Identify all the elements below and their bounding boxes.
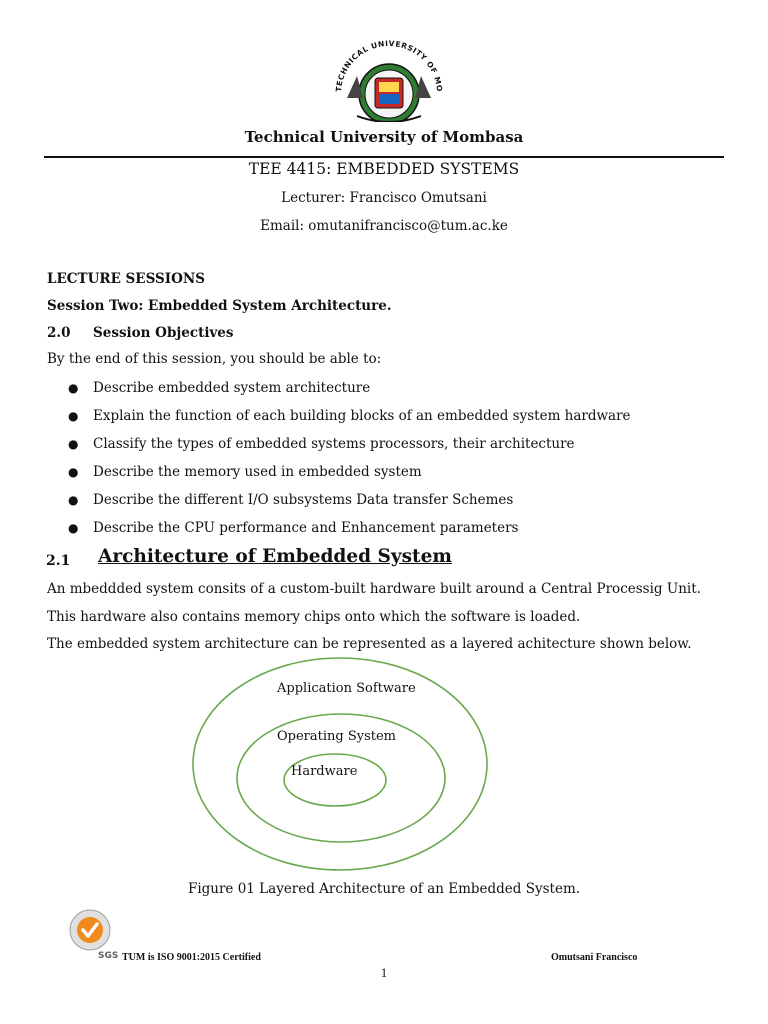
- bullet-icon: ●: [68, 493, 79, 507]
- objectives-intro: By the end of this session, you should be able to:: [47, 351, 382, 367]
- section-title: Architecture of Embedded System: [98, 546, 452, 567]
- lecturer-name: Lecturer: Francisco Omutsani: [281, 190, 487, 206]
- list-item: ● Describe embedded system architecture: [68, 380, 371, 396]
- layered-architecture-diagram: [186, 654, 494, 874]
- list-item: ● Describe the CPU performance and Enhancement parameters: [68, 520, 519, 536]
- svg-text:SGS: SGS: [98, 951, 119, 960]
- footer-author: Omutsani Francisco: [551, 952, 638, 963]
- bullet-icon: ●: [68, 409, 79, 423]
- paragraph: The embedded system architecture can be represented as a layered achitecture shown below.: [47, 636, 692, 652]
- lecturer-email: Email: omutanifrancisco@tum.ac.ke: [260, 218, 508, 234]
- lecture-sessions-heading: LECTURE SESSIONS: [47, 271, 205, 287]
- session-title: Session Two: Embedded System Architecture.: [47, 298, 392, 314]
- iso-certification-badge: [64, 906, 122, 960]
- objectives-list: [68, 378, 748, 546]
- hardware-layer-ellipse: [284, 754, 386, 806]
- list-item: ● Describe the memory used in embedded system: [68, 464, 422, 480]
- bullet-icon: ●: [68, 465, 79, 479]
- section-number: 2.1: [46, 553, 71, 569]
- svg-text:TECHNICAL UNIVERSITY OF MOMBAS: TECHNICAL UNIVERSITY OF MO: [333, 38, 445, 93]
- footer-certification: TUM is ISO 9001:2015 Certified: [122, 952, 261, 963]
- os-layer-label: Operating System: [277, 729, 397, 744]
- list-item: ● Classify the types of embedded systems processors, their architecture: [68, 436, 575, 452]
- course-title: TEE 4415: EMBEDDED SYSTEMS: [248, 160, 520, 178]
- university-logo: [327, 36, 451, 122]
- bullet-icon: ●: [68, 521, 79, 535]
- list-item: ● Explain the function of each building blocks of an embedded system hardware: [68, 408, 631, 424]
- header-divider: [44, 156, 724, 158]
- figure-caption: Figure 01 Layered Architecture of an Embedded System.: [187, 881, 581, 897]
- paragraph: An mbeddded system consits of a custom-built hardware built around a Central Processig Unit.: [47, 581, 701, 597]
- university-name: Technical University of Mombasa: [244, 128, 524, 146]
- objectives-heading: Session Objectives: [93, 325, 234, 341]
- paragraph: This hardware also contains memory chips onto which the software is loaded.: [47, 609, 581, 625]
- bullet-icon: ●: [68, 437, 79, 451]
- page-number: 1: [380, 965, 388, 980]
- list-item: ● Describe the different I/O subsystems Data transfer Schemes: [68, 492, 514, 508]
- application-layer-label: Application Software: [277, 681, 416, 696]
- bullet-icon: ●: [68, 381, 79, 395]
- objectives-number: 2.0: [47, 325, 71, 341]
- hardware-layer-label: Hardware: [291, 764, 358, 779]
